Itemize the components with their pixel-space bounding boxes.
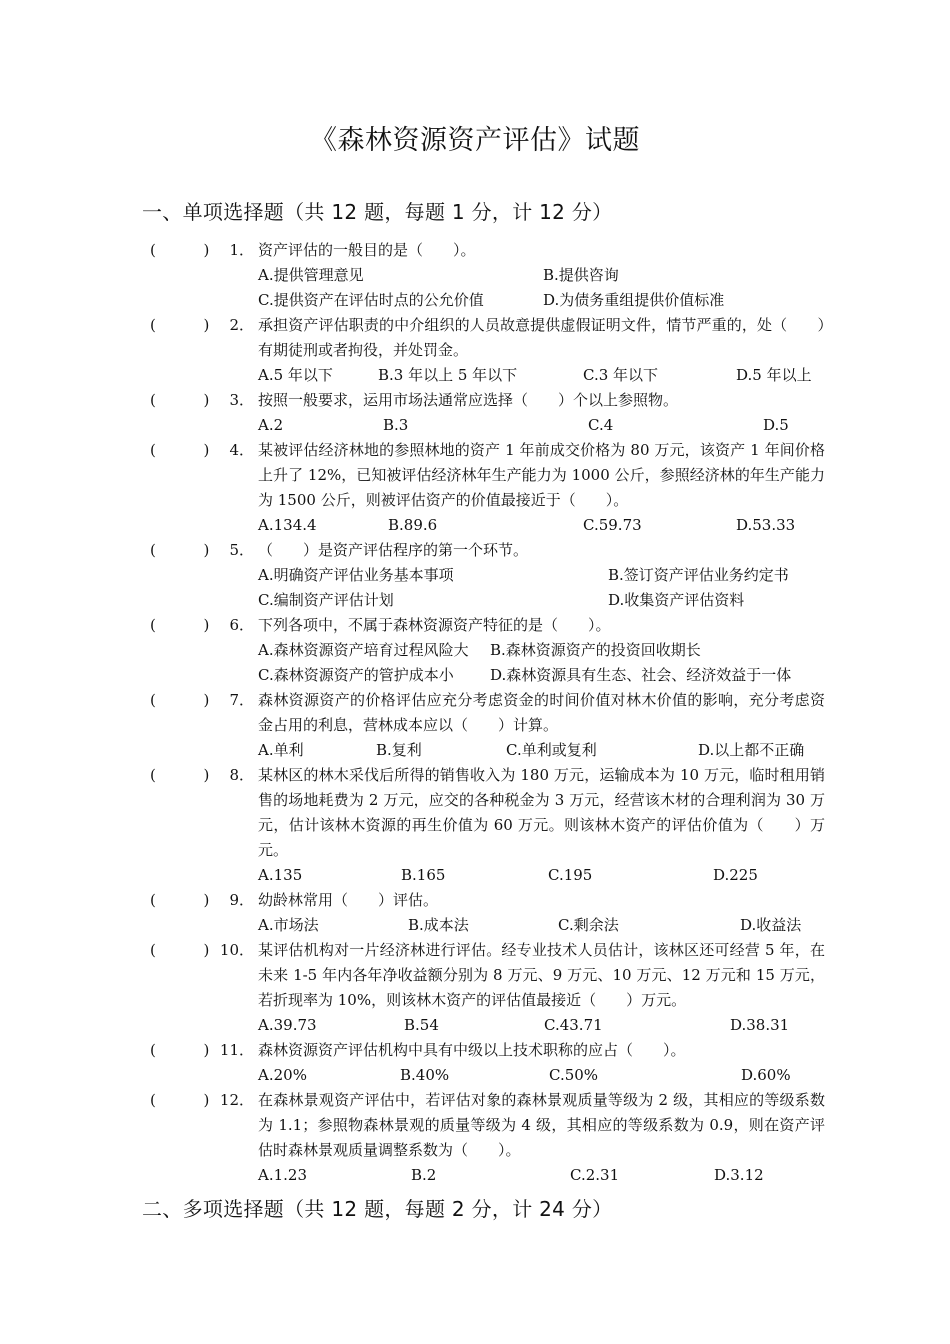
question-stem: 在森林景观资产评估中，若评估对象的森林景观质量等级为 2 级，其相应的等级系数为 1.1；参照物森林景观的质量等级为 4 级，其相应的等级系数为 0.9，则在资产评估时森林景观质量调整系数为（ ）。 bbox=[258, 1091, 825, 1159]
answer-option: A.单利 bbox=[258, 741, 304, 759]
option-row bbox=[258, 563, 842, 588]
answer-option: D.60% bbox=[741, 1066, 791, 1084]
question-number: 7． bbox=[229, 691, 254, 709]
answer-blank: ( ) bbox=[150, 391, 210, 409]
question-stem: （ ）是资产评估程序的第一个环节。 bbox=[258, 541, 529, 559]
answer-option: A.森林资源资产培育过程风险大 bbox=[258, 641, 469, 659]
answer-option: D.以上都不正确 bbox=[698, 741, 805, 759]
question-item bbox=[142, 938, 842, 1038]
answer-option: C.43.71 bbox=[544, 1016, 603, 1034]
answer-option: D.收集资产评估资料 bbox=[608, 591, 745, 609]
answer-option: A.提供管理意见 bbox=[258, 266, 364, 284]
answer-option: A.2 bbox=[258, 416, 284, 434]
question-item bbox=[142, 438, 842, 538]
answer-blank: ( ) bbox=[150, 541, 210, 559]
question-item bbox=[142, 313, 842, 388]
answer-option: A.1.23 bbox=[258, 1166, 307, 1184]
option-row bbox=[258, 1163, 842, 1188]
answer-option: D.森林资源具有生态、社会、经济效益于一体 bbox=[490, 666, 792, 684]
option-row bbox=[258, 288, 842, 313]
question-item bbox=[142, 1038, 842, 1088]
question-stem: 承担资产评估职责的中介组织的人员故意提供虚假证明文件，情节严重的，处（ ）有期徒刑或者拘役，并处罚金。 bbox=[258, 316, 825, 359]
question-stem: 森林资源资产的价格评估应充分考虑资金的时间价值对林木价值的影响，充分考虑资金占用的利息，营林成本应以（ ）计算。 bbox=[258, 691, 825, 734]
answer-option: C.单利或复利 bbox=[506, 741, 597, 759]
answer-option: C.森林资源资产的管护成本小 bbox=[258, 666, 454, 684]
answer-option: D.3.12 bbox=[714, 1166, 764, 1184]
answer-option: C.2.31 bbox=[570, 1166, 620, 1184]
answer-option: A.20% bbox=[258, 1066, 307, 1084]
answer-option: B.提供咨询 bbox=[543, 266, 619, 284]
answer-option: D.5 年以上 bbox=[736, 366, 812, 384]
question-item bbox=[142, 763, 842, 888]
option-row bbox=[258, 1063, 842, 1088]
question-number: 2． bbox=[229, 316, 254, 334]
answer-option: C.4 bbox=[588, 416, 614, 434]
option-row bbox=[258, 513, 842, 538]
answer-blank: ( ) bbox=[150, 616, 210, 634]
answer-option: D.为债务重组提供价值标准 bbox=[543, 291, 725, 309]
question-number: 12． bbox=[219, 1091, 254, 1109]
answer-blank: ( ) bbox=[150, 941, 210, 959]
section-heading-multiple-choice: 二、多项选择题（共 12 题，每题 2 分，计 24 分） bbox=[142, 1197, 613, 1221]
answer-option: B.165 bbox=[401, 866, 446, 884]
question-stem: 幼龄林常用（ ）评估。 bbox=[258, 891, 439, 909]
answer-option: B.复利 bbox=[376, 741, 422, 759]
option-row bbox=[258, 263, 842, 288]
answer-option: D.5 bbox=[763, 416, 789, 434]
answer-option: B.3 bbox=[383, 416, 409, 434]
question-number: 8． bbox=[229, 766, 254, 784]
question-item bbox=[142, 1088, 842, 1188]
answer-option: C.3 年以下 bbox=[583, 366, 659, 384]
answer-option: C.剩余法 bbox=[558, 916, 619, 934]
question-number: 6． bbox=[229, 616, 254, 634]
answer-option: A.134.4 bbox=[258, 516, 317, 534]
question-list bbox=[142, 238, 842, 1188]
answer-option: C.59.73 bbox=[583, 516, 642, 534]
answer-option: B.54 bbox=[404, 1016, 439, 1034]
question-item bbox=[142, 688, 842, 763]
option-row bbox=[258, 638, 842, 663]
question-item bbox=[142, 538, 842, 613]
question-number: 10． bbox=[219, 941, 254, 959]
option-row bbox=[258, 363, 842, 388]
option-row bbox=[258, 663, 842, 688]
answer-blank: ( ) bbox=[150, 441, 210, 459]
answer-option: A.39.73 bbox=[258, 1016, 317, 1034]
answer-option: D.收益法 bbox=[740, 916, 802, 934]
answer-blank: ( ) bbox=[150, 1091, 210, 1109]
answer-blank: ( ) bbox=[150, 891, 210, 909]
answer-option: A.明确资产评估业务基本事项 bbox=[258, 566, 454, 584]
answer-option: B.成本法 bbox=[408, 916, 469, 934]
question-number: 1． bbox=[229, 241, 254, 259]
answer-blank: ( ) bbox=[150, 1041, 210, 1059]
answer-option: D.225 bbox=[713, 866, 758, 884]
answer-option: A.135 bbox=[258, 866, 303, 884]
answer-option: A.市场法 bbox=[258, 916, 319, 934]
page-title: 《森林资源资产评估》试题 bbox=[310, 125, 640, 156]
answer-blank: ( ) bbox=[150, 766, 210, 784]
option-row bbox=[258, 413, 842, 438]
question-item bbox=[142, 613, 842, 688]
answer-option: B.森林资源资产的投资回收期长 bbox=[490, 641, 701, 659]
section-heading-single-choice: 一、单项选择题（共 12 题，每题 1 分，计 12 分） bbox=[142, 200, 613, 224]
question-item bbox=[142, 388, 842, 438]
question-number: 5． bbox=[229, 541, 254, 559]
question-stem: 某林区的林木采伐后所得的销售收入为 180 万元，运输成本为 10 万元，临时租用销售的场地耗费为 2 万元，应交的各种税金为 3 万元，经营该木材的合理利润为 30 万元，估计该林木资源的再生价值为 60 万元。则该林木资产的评估价值为（ ）万元。 bbox=[258, 766, 825, 859]
answer-blank: ( ) bbox=[150, 691, 210, 709]
answer-option: B.40% bbox=[400, 1066, 450, 1084]
question-stem: 某被评估经济林地的参照林地的资产 1 年前成交价格为 80 万元，该资产 1 年间价格上升了 12%，已知被评估经济林年生产能力为 1000 公斤，参照经济林的年生产能力为 1500 公斤，则被评估资产的价值最接近于（ ）。 bbox=[258, 441, 825, 509]
question-item bbox=[142, 238, 842, 313]
answer-option: C.50% bbox=[549, 1066, 599, 1084]
answer-option: A.5 年以下 bbox=[258, 366, 333, 384]
question-stem: 按照一般要求，运用市场法通常应选择（ ）个以上参照物。 bbox=[258, 391, 679, 409]
question-number: 11． bbox=[219, 1041, 254, 1059]
answer-option: B.2 bbox=[411, 1166, 437, 1184]
answer-option: D.53.33 bbox=[736, 516, 796, 534]
question-stem: 资产评估的一般目的是（ ）。 bbox=[258, 241, 476, 259]
question-stem: 下列各项中，不属于森林资源资产特征的是（ ）。 bbox=[258, 616, 611, 634]
option-row bbox=[258, 1013, 842, 1038]
answer-option: C.提供资产在评估时点的公允价值 bbox=[258, 291, 484, 309]
question-number: 4． bbox=[229, 441, 254, 459]
question-number: 3． bbox=[229, 391, 254, 409]
question-stem: 森林资源资产评估机构中具有中级以上技术职称的应占（ ）。 bbox=[258, 1041, 686, 1059]
answer-blank: ( ) bbox=[150, 241, 210, 259]
question-number: 9． bbox=[229, 891, 254, 909]
option-row bbox=[258, 913, 842, 938]
option-row bbox=[258, 588, 842, 613]
answer-blank: ( ) bbox=[150, 316, 210, 334]
option-row bbox=[258, 738, 842, 763]
question-item bbox=[142, 888, 842, 938]
option-row bbox=[258, 863, 842, 888]
answer-option: C.195 bbox=[548, 866, 593, 884]
answer-option: B.3 年以上 5 年以下 bbox=[378, 366, 518, 384]
answer-option: B.89.6 bbox=[388, 516, 438, 534]
answer-option: B.签订资产评估业务约定书 bbox=[608, 566, 789, 584]
question-stem: 某评估机构对一片经济林进行评估。经专业技术人员估计，该林区还可经营 5 年，在未来 1-5 年内各年净收益额分别为 8 万元、9 万元、10 万元、12 万元和 15 万元，若折现率为 10%，则该林木资产的评估值最接近（ ）万元。 bbox=[258, 941, 825, 1009]
answer-option: C.编制资产评估计划 bbox=[258, 591, 394, 609]
answer-option: D.38.31 bbox=[730, 1016, 790, 1034]
